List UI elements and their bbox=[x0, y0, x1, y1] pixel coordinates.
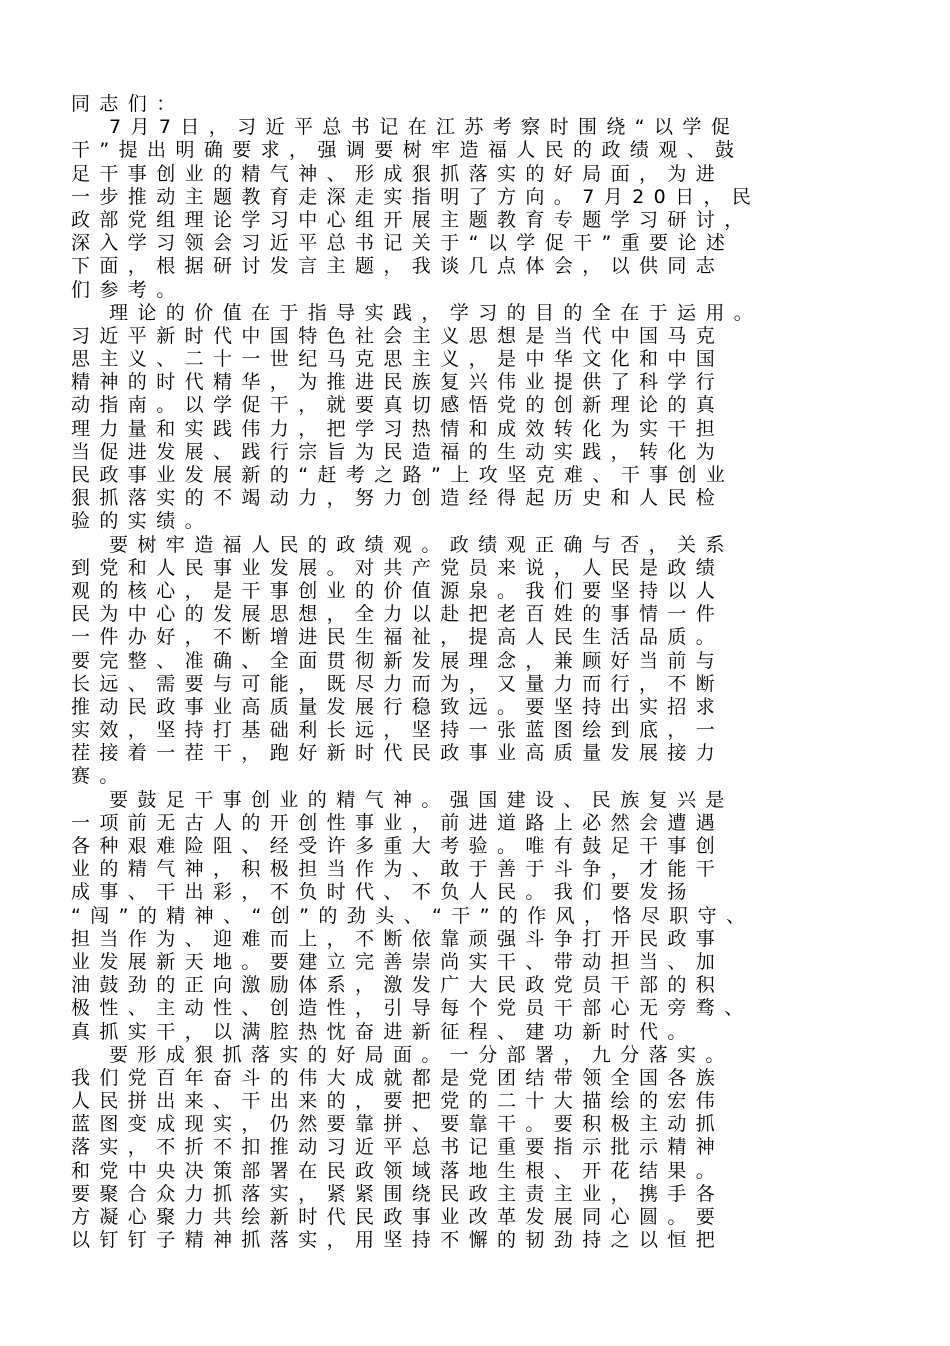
paragraph-theory-line: 当促进发展、践行宗旨为民造福的生动实践，转化为 bbox=[71, 440, 725, 463]
paragraph-achievement-line: 实效，坚持打基础利长远，坚持一张蓝图绘到底，一 bbox=[71, 719, 725, 742]
paragraph-implementation-line: 方凝心聚力共绘新时代民政事业改革发展同心圆。要 bbox=[71, 1206, 725, 1228]
paragraph-achievement-line: 长远、需要与可能，既尽力而为，又量力而行，不断 bbox=[71, 672, 725, 695]
paragraph-intro-line: 足干事创业的精气神、形成狠抓落实的好局面，为进 bbox=[71, 162, 725, 185]
document-body bbox=[71, 93, 891, 1252]
salutation-line: 同志们： bbox=[71, 93, 185, 115]
paragraph-intro-line: 一步推动主题教育走深走实指明了方向。7月20日，民 bbox=[71, 185, 761, 208]
paragraph-spirit-line: 要鼓足干事创业的精气神。强国建设、民族复兴是 bbox=[109, 788, 734, 811]
paragraph-achievement-line: 到党和人民事业发展。对共产党员来说，人民是政绩 bbox=[71, 556, 725, 579]
paragraph-achievement-line: 推动民政事业高质量发展行稳致远。要坚持出实招求 bbox=[71, 695, 725, 718]
paragraph-implementation-line: 要形成狠抓落实的好局面。一分部署，九分落实。 bbox=[109, 1043, 734, 1066]
paragraph-implementation-line: 落实，不折不扣推动习近平总书记重要指示批示精神 bbox=[71, 1136, 725, 1159]
paragraph-intro-line: 政部党组理论学习中心组开展主题教育专题学习研讨， bbox=[71, 208, 753, 231]
paragraph-implementation-line: 我们党百年奋斗的伟大成就都是党团结带领全国各族 bbox=[71, 1066, 725, 1089]
paragraph-achievement-line: 民为中心的发展思想，全力以赴把老百姓的事情一件 bbox=[71, 603, 725, 626]
paragraph-intro-line: 干”提出明确要求，强调要树牢造福人民的政绩观、鼓 bbox=[71, 139, 744, 162]
paragraph-achievement-line: 茬接着一茬干，跑好新时代民政事业高质量发展接力 bbox=[71, 742, 725, 765]
paragraph-achievement-line: 赛。 bbox=[71, 765, 128, 788]
paragraph-spirit-line: 成事、干出彩，不负时代、不负人民。我们要发扬 bbox=[71, 881, 696, 904]
paragraph-intro-line: 7月7日，习近平总书记在江苏考察时围绕“以学促 bbox=[109, 116, 740, 139]
paragraph-intro-line: 下面，根据研讨发言主题，我谈几点体会，以供同志 bbox=[71, 255, 725, 278]
paragraph-spirit-line: 业的精气神，积极担当作为、敢于善于斗争，才能干 bbox=[71, 858, 725, 881]
paragraph-theory-line: 思主义、二十一世纪马克思主义，是中华文化和中国 bbox=[71, 348, 725, 371]
paragraph-spirit-line: “闯”的精神、“创”的劲头、“干”的作风，恪尽职守、 bbox=[71, 904, 755, 927]
paragraph-achievement-line: 要树牢造福人民的政绩观。政绩观正确与否，关系 bbox=[109, 533, 734, 556]
paragraph-theory-line: 理力量和实践伟力，把学习热情和成效转化为实干担 bbox=[71, 417, 725, 440]
paragraph-implementation-line: 蓝图变成现实，仍然要靠拼、要靠干。要积极主动抓 bbox=[71, 1113, 725, 1136]
paragraph-implementation-line: 要聚合众力抓落实，紧紧围绕民政主责主业，携手各 bbox=[71, 1182, 725, 1205]
paragraph-implementation-line: 以钉钉子精神抓落实，用坚持不懈的韧劲持之以恒把 bbox=[71, 1229, 725, 1252]
paragraph-theory-line: 民政事业发展新的“赶考之路”上攻坚克难、干事创业 bbox=[71, 464, 735, 486]
paragraph-intro-line: 深入学习领会习近平总书记关于“以学促干”重要论述 bbox=[71, 232, 735, 255]
paragraph-spirit-line: 真抓实干，以满腔热忱奋进新征程、建功新时代。 bbox=[71, 1020, 696, 1043]
paragraph-spirit-line: 一项前无古人的开创性事业，前进道路上必然会遭遇 bbox=[71, 811, 725, 834]
paragraph-theory-line: 习近平新时代中国特色社会主义思想是当代中国马克 bbox=[71, 324, 725, 347]
paragraph-theory-line: 动指南。以学促干，就要真切感悟党的创新理论的真 bbox=[71, 394, 725, 417]
paragraph-theory-line: 狠抓落实的不竭动力，努力创造经得起历史和人民检 bbox=[71, 487, 725, 510]
paragraph-achievement-line: 观的核心，是干事创业的价值源泉。我们要坚持以人 bbox=[71, 579, 725, 602]
paragraph-intro-line: 们参考。 bbox=[71, 278, 185, 301]
paragraph-implementation-line: 和党中央决策部署在民政领域落地生根、开花结果。 bbox=[71, 1159, 725, 1182]
paragraph-achievement-line: 要完整、准确、全面贯彻新发展理念，兼顾好当前与 bbox=[71, 649, 725, 672]
paragraph-theory-line: 精神的时代精华，为推进民族复兴伟业提供了科学行 bbox=[71, 371, 725, 394]
paragraph-implementation-line: 人民拼出来、干出来的，要把党的二十大描绘的宏伟 bbox=[71, 1090, 725, 1113]
paragraph-spirit-line: 各种艰难险阻、经受许多重大考验。唯有鼓足干事创 bbox=[71, 835, 725, 857]
paragraph-spirit-line: 担当作为、迎难而上，不断依靠顽强斗争打开民政事 bbox=[71, 927, 725, 950]
paragraph-spirit-line: 极性、主动性、创造性，引导每个党员干部心无旁骛、 bbox=[71, 997, 753, 1020]
paragraph-spirit-line: 油鼓劲的正向激励体系，激发广大民政党员干部的积 bbox=[71, 974, 725, 997]
paragraph-theory-line: 理论的价值在于指导实践，学习的目的全在于运用。 bbox=[109, 301, 763, 324]
paragraph-achievement-line: 一件办好，不断增进民生福祉，提高人民生活品质。 bbox=[71, 626, 725, 649]
paragraph-spirit-line: 业发展新天地。要建立完善崇尚实干、带动担当、加 bbox=[71, 950, 725, 973]
paragraph-theory-line: 验的实绩。 bbox=[71, 510, 214, 533]
